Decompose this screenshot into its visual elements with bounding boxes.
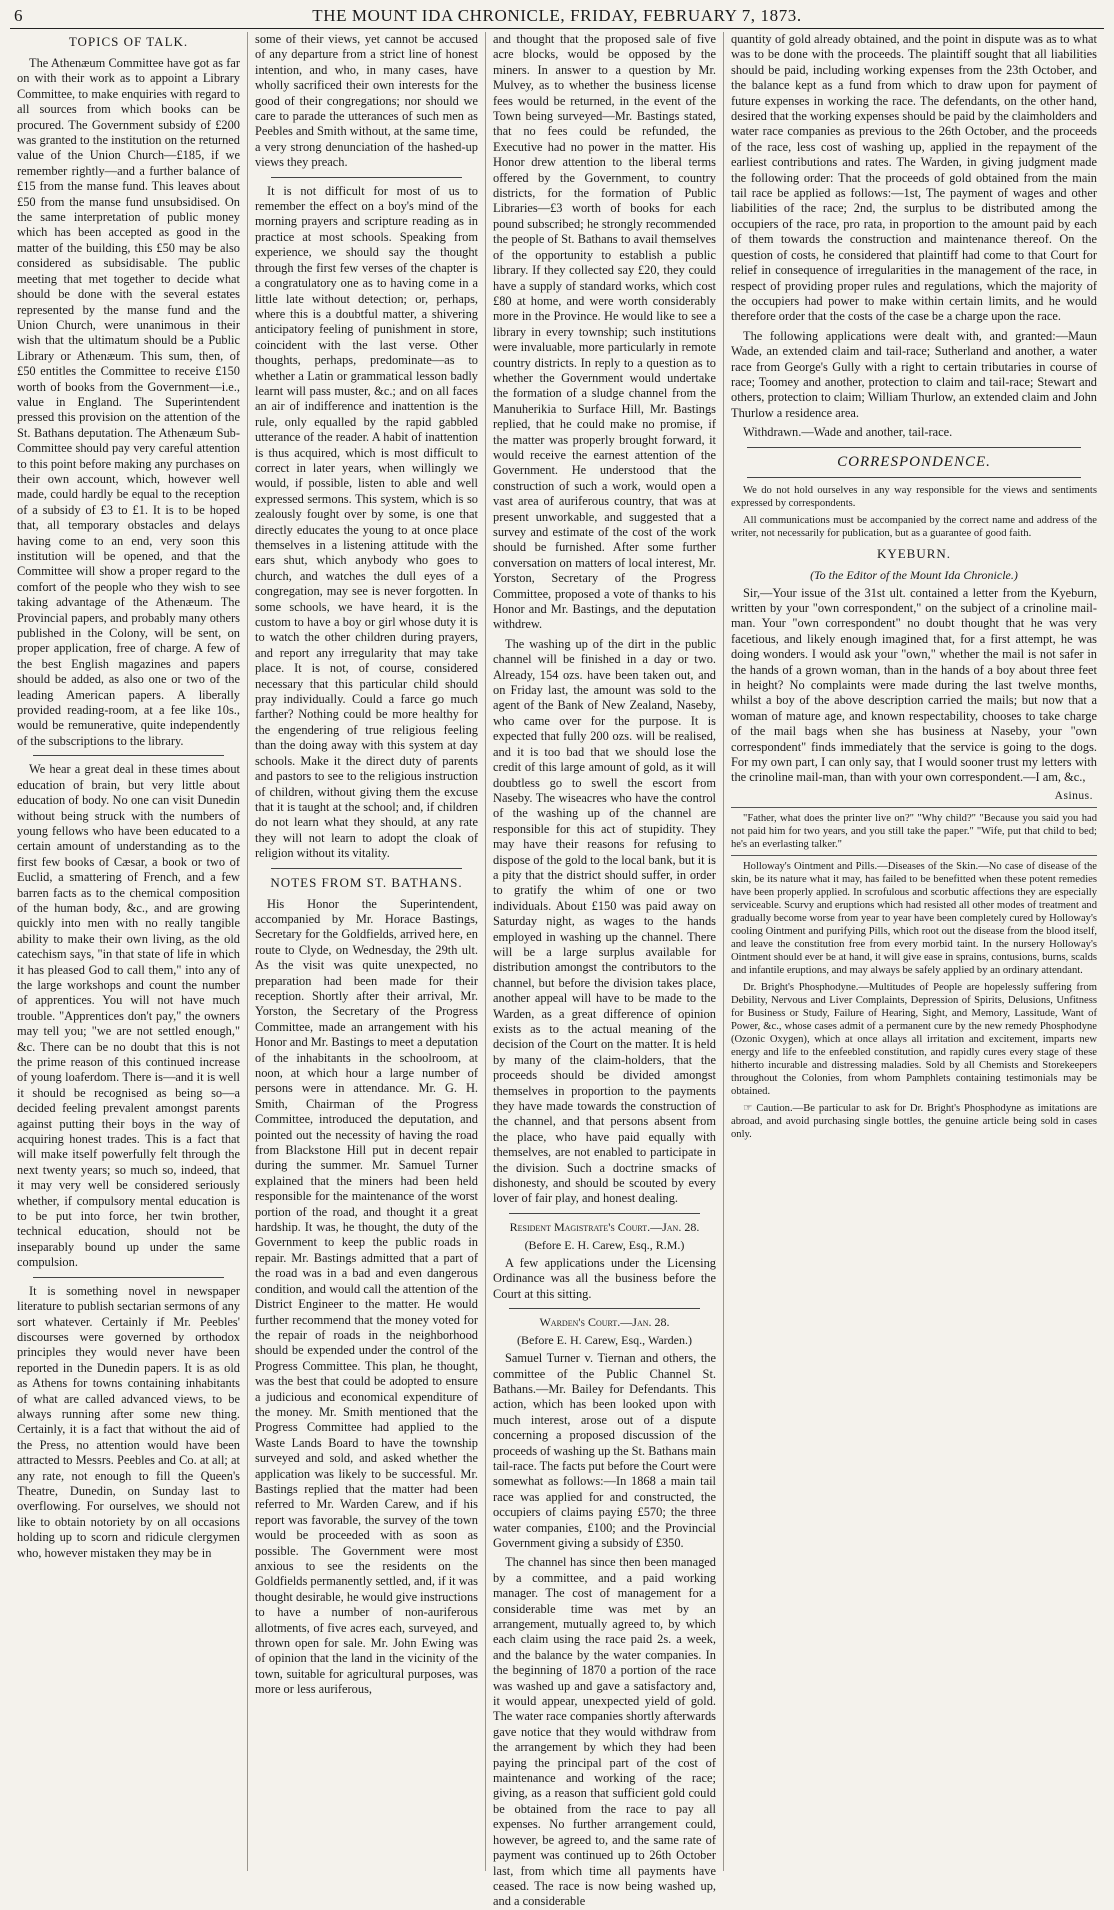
father-child-snippet: "Father, what does the printer live on?" "Why child?" "Because you said you had not paid him for two years, and you still take the paper." "Wife, put that child to bed; he's an everlasting talker." bbox=[731, 812, 1097, 850]
kyeburn-heading: KYEBURN. bbox=[876, 545, 952, 561]
column-1 bbox=[10, 32, 248, 1871]
page-number: 6 bbox=[14, 6, 23, 25]
warden-court-paragraph: quantity of gold already obtained, and the point in dispute was as to what was to be done with the proceeds. The plaintiff sought that all liabilities should be paid, including working expenses from the 23th October, and the balance kept as a fund from which to draw upon for payment of future expenses in working the race. The defendants, on the other hand, desired that the working expenses should be paid by the claimholders and water race companies as previous to the 26th October, and the proceeds of the race, less cost of washing up, applied in the repayment of the earliest contributions and rates. The Warden, in giving judgment made the following order: That the proceeds of gold obtained from the main tail race be applied as follows:—1st, The payment of wages and other liabilities of the race; 2nd, the surplus to be distributed among the occupiers of the race, pro rata, in proportion to the amount paid by each of them towards the construction and maintenance thereof. On the question of costs, he considered that plaintiff had come to that Court for relief in consequence of irregularities in the management of the race, in respect of providing proper rules and regulations, which the majority of the occupiers had power to make within certain limits, and he would therefore order that the costs of the case be a charge upon the race. bbox=[731, 32, 1097, 324]
separator bbox=[33, 755, 224, 756]
warden-court-paragraph: Samuel Turner v. Tiernan and others, the committee of the Public Channel St. Bathans.—Mr. Bailey for Defendants. This action, which has been looked upon with much interest, arose out of a dispute concerning a proposed discussion of the proceeds of washing up the St. Bathans main tail-race. The facts put before the Court were somewhat as follows:—In 1868 a main tail race was applied for and constructed, the occupiers of claims paying £570; the three water companies, £100; and the Provincial Government giving a subsidy of £350. bbox=[493, 1351, 716, 1550]
resident-court-paragraph: A few applications under the Licensing Ordinance was all the business before the Court at this sitting. bbox=[493, 1255, 716, 1301]
column-3 bbox=[486, 32, 724, 1909]
column-4 bbox=[724, 32, 1104, 1871]
advertisement-box bbox=[731, 855, 1097, 1141]
phosphodyne-advertisement: Dr. Bright's Phosphodyne.—Multitudes of People are hopelessly suffering from Debility, Nervous and Liver Complaints, Depression of Spirits, Delusions, Unfitness for Business or Study, Failure of Hearing, Sight, and Memory, Lassitude, Want of Power, &c., whose cases admit of a permanent cure by the new remedy Phosphodyne (Ozonic Oxygen), which at once allays all irritation and excitement, imparts new energy and life to the enfeebled constitution, and rapidly cures every stage of these hitherto incurable and distressing maladies. Sold by all Chemists and Storekeepers throughout the Colonies, from whom Pamphlets containing testimonials may be obtained. bbox=[731, 981, 1097, 1097]
notes-heading: NOTES FROM ST. BATHANS. bbox=[270, 874, 463, 890]
separator bbox=[271, 177, 462, 178]
topics-paragraph: It is not difficult for most of us to remember the effect on a boy's mind of the morning prayers and scripture reading as in practice at most schools. Speaking from experience, we should say the thought through the first few verses of the chapter is a congratulatory one as to having come in a little late without detection; or, perhaps, where this is a doubtful matter, a shivering anticipatory feeling of punishment in store, coincident with the last verse. Other thoughts, perhaps, predominate—as to whether a Latin or grammatical lesson badly learnt will pass muster, &c.; and on all faces an air of indifference and inattention is the rule, only equalled by the rapid gabbled utterance of the reader. A habit of inattention is thus acquired, which is most difficult to correct in later years, when willingly we would, if possible, listen to able and well expressed sermons. This system, which is so zealously fought over by some, is one that directly educates the young to at once place themselves in a listening attitude with the ears shut, which anybody who goes to church, and watches the dull eyes of a congregation, may see is never forgotten. In some schools, we have heard, it is the custom to have a boy or girl whose duty it is to watch the other children during prayers, and report any irregularity that may take place. It is not, of course, considered necessary that this particular child should pray individually. Could a farce go much farther? Nothing could be more healthy for the engendering of true religious feeling than the doing away with this system at day schools. Make it the direct duty of parents and pastors to see to the religious instruction of children, without giving them the excuse that it is taught at the school; and, if children do not learn what they should, at any rate they will not learn to adopt the cloak of religion without its vitality. bbox=[255, 183, 478, 861]
notes-paragraph: and thought that the proposed sale of five acre blocks, would be opposed by the miners. In answer to a question by Mr. Mulvey, as to whether the business license fees would be returned, in the event of the Town being surveyed—Mr. Bastings stated, that no fees could be refunded, the Executive had no power in the matter. His Honor drew attention to the liberal terms offered by the Government, to country districts, for the formation of Public Libraries—£3 worth of books for each pound subscribed; he strongly recommended the people of St. Bathans to avail themselves of the opportunity to establish a public library. If they collected say £20, they could have a supply of standard works, which cost £80 at home, and were worth considerably more in the Province. He would like to see a library in every township; such institutions were invaluable, more particularly in remote country districts. In reply to a question as to whether the Government would undertake the formation of a sludge channel from the Manuherikia to Surface Hill, Mr. Bastings replied, that he could make no promise, if the matter was properly brought forward, it would receive the earnest attention of the Government. He understood that the construction of such a work, would open a vast area of auriferous country, that was at present unworkable, and suggested that a survey and estimate of the cost of the work should be furnished. After some further conversation on matters of local interest, Mr. Yorston, Secretary of the Progress Committee, proposed a vote of thanks to his Honor and Mr. Bastings, and the deputation withdrew. bbox=[493, 32, 716, 632]
separator bbox=[509, 1213, 700, 1214]
warden-court-presiding: (Before E. H. Carew, Esq., Warden.) bbox=[517, 1333, 692, 1348]
resident-court-heading: Resident Magistrate's Court.—Jan. 28. bbox=[509, 1219, 700, 1234]
letter-signature: Asinus. bbox=[1054, 789, 1093, 802]
warden-court-paragraph: The following applications were dealt with, and granted:—Maun Wade, an extended claim and tail-race; Sutherland and another, a water race from George's Gully with a right to certain tributaries in course of race; Toomey and another, protection to claim and tail-race; Stewart and others, protection to claim; William Thurlow, an extended claim and John Thurlow a residence area. bbox=[731, 328, 1097, 420]
notes-paragraph: His Honor the Superintendent, accompanied by Mr. Horace Bastings, Secretary for the Goldfields, arrived here, en route to Clyde, on Wednesday, the 29th ult. As the visit was quite unexpected, no preparation had been made for their reception. Shortly after their arrival, Mr. Yorston, the Secretary of the Progress Committee, made an arrangement with his Honor and Mr. Bastings to meet a deputation of the inhabitants in the schoolroom, at noon, at which hour a large number of persons were in attendance. Mr. G. H. Smith, Chairman of the Progress Committee, introduced the deputation, and pointed out the necessity of having the road from Blackstone Hill put in decent repair during the summer. Mr. Samuel Turner explained that the miners had been held responsible for the maintenance of the worst portion of the road, and thought it a great hardship. It was, he thought, the duty of the Government to keep the public roads in repair. Mr. Bastings admitted that a part of the road was in a bad and even dangerous condition, and would call the attention of the District Engineer to the matter. He would further recommend that the money voted for the repair of roads in the neighborhood should be expended under the control of the Progress Committee. This plan, he thought, was the best that could be adopted to ensure a judicious and economical expenditure of the money. Mr. Smith mentioned that the Progress Committee had applied to the Waste Lands Board to have the township surveyed and sold, and asked whether the application was likely to be successful. Mr. Bastings replied that the matter had been referred to Mr. Warden Carew, and if his report was favorable, the survey of the town would be proceeded with as soon as possible. The Government were most anxious to see the residents on the Goldfields permanently settled, and, if it was thought desirable, he would give instructions to have a number of non-auriferous allotments, of five acres each, surveyed, and thrown open for sale. Mr. John Ewing was of opinion that the land in the vicinity of the town, suitable for agricultural purposes, was more or less auriferous, bbox=[255, 896, 478, 1697]
column-2 bbox=[248, 32, 486, 1871]
notes-paragraph: The washing up of the dirt in the public channel will be finished in a day or two. Already, 154 ozs. have been taken out, and on Friday last, the amount was sold to the agent of the Bank of New Zealand, Naseby, who came over for the purpose. It is expected that fully 200 ozs. will be realised, and it is too bad that we should lose the credit of this large amount of gold, as it will doubtless go to swell the escort from Naseby. The wiseacres who have the control of the washing up of the channel are responsible for this act of stupidity. They may have their reasons for refusing to dispose of the gold to the local bank, but it is a pity that the district should suffer, in order to gratify the whim of one or two individuals. About £150 was paid away on Saturday night, as wages to the hands employed in washing up the channel. There will be a large surplus available for distribution amongst the contributors to the channel, but before the division takes place, another appeal will have to be made to the Warden, as a great difference of opinion exists as to the actual meaning of the decision of the Court on the matter. It is held by many of the claim-holders, that the proceeds should be divided amongst themselves in proportion to the payments they have made towards the construction of the channel, and that persons absent from the place, who have paid equally with themselves, are not enabled to participate in the division. Such a doctrine smacks of dishonesty, and should be scouted by every lover of fair play, and honest dealing. bbox=[493, 636, 716, 1206]
separator bbox=[509, 1308, 700, 1309]
topics-paragraph: We hear a great deal in these times about education of brain, but very little about education of body. No one can visit Dunedin without being struck with the numbers of young fellows who have been educated to a certain amount of understanding as to the first few books of Cæsar, a book or two of Euclid, a smattering of French, and a few barren facts as to the chemical composition of the human body, &c., and are growing quickly into men with no really tangible ability to make their own living, as the old catechism says, "in that state of life in which it has pleased God to call them," into any of the large workshops and count the number of apprentices. You will not have much trouble. "Apprentices don't pay," the owners may tell you; "we are not settled enough," &c. There can be no doubt that this is not the prime reason of this continued increase of young loaferdom. There is—and it is well it should be recognised as being so—a decided feeling prevalent amongst parents against putting their boys in the way of acquiring honest trades. This is a fact that will make itself powerfully felt through the next twenty years; so much so, indeed, that it may very well be considered seriously whether, if compulsory mental education is to be put into force, her twin brother, technical education, should not be inseparably bound up under the same compulsion. bbox=[17, 762, 240, 1270]
separator bbox=[271, 868, 462, 869]
topics-heading: TOPICS OF TALK. bbox=[68, 34, 189, 49]
topics-paragraph: The Athenæum Committee have got as far on with their work as to appoint a Library Committee, to make enquiries with regard to all sources from which books can be procured. The Government subsidy of £200 was granted to the institution on the returned value of the Union Church—£185, if we remember rightly—and a further balance of £15 from the manse fund. This leaves about £50 from the manse fund unsubsidised. On the same interpretation of public money which has been accepted as good in the matter of the building, this £50 may be also considered as subsidisable. The public meeting that met together to decide what should be done with the several estates represented by the manse fund and the Union Church, were unanimous in their wish that the ultimatum should be a Public Library or Athenæum. This sum, then, of £50 entitles the Committee to receive £150 worth of books from the Government—i.e., value in England. The Superintendent pressed this provision on the attention of the St. Bathans deputation. The Athenæum Sub-Committee should pay very careful attention to this point before making any purchases on their own account, which, however well made, could hardly be equal to the reception of a subsidy of £3 to £1. It is to be hoped that, all temporary obstacles and delays having come to an end, very soon this institution will be opened, and that the Committee will show a proper regard to the comfort of the people who they wish to see taking advantage of the Athenæum. The Provincial papers, and probably many others published in the Colony, will be sent, on proper application, free of charge. A few of the best English magazines and papers should be added, as also one or two of the leading American papers. A liberally provided reading-room, at a fee like 10s., would be remunerative, quite independently of the subscriptions to the library. bbox=[17, 56, 240, 748]
correspondence-heading: CORRESPONDENCE. bbox=[837, 453, 991, 470]
warden-court-paragraph: Withdrawn.—Wade and another, tail-race. bbox=[743, 425, 953, 440]
phosphodyne-caution: ☞ Caution.—Be particular to ask for Dr. Bright's Phosphodyne as imitations are abroad, and avoid purchasing single bottles, the genuine article being sold in cases only. bbox=[731, 1102, 1097, 1140]
correspondence-disclaimer: We do not hold ourselves in any way responsible for the views and sentiments expressed by correspondents. bbox=[731, 484, 1097, 509]
separator bbox=[747, 477, 1081, 478]
warden-court-paragraph: The channel has since then been managed by a committee, and a paid working manager. The cost of management for a considerable time was met by an arrangement, mutually agreed to, by which each claim using the race paid 2s. a week, and the balance by the water companies. In the beginning of 1870 a portion of the race was washed up and gave a satisfactory and, it would appear, unexpected yield of gold. The water race companies shortly afterwards gave notice that they would withdraw from the arrangement by which they had been paying the principal part of the cost of maintenance and working of the race; giving, as a reason that sufficient gold could be obtained from the race to pay all expenses. No further arrangement could, however, be agreed to, and the same rate of payment was continued up to 26th October last, from which time all payments have ceased. The race is now being washed up, and a considerable bbox=[493, 1555, 716, 1909]
columns bbox=[10, 32, 1104, 1909]
warden-court-heading: Warden's Court.—Jan. 28. bbox=[539, 1315, 670, 1330]
topics-paragraph: some of their views, yet cannot be accused of any departure from a strict line of honest intention, and who, in many cases, have wholly sacrificed their own interests for the good of their congregations; nor should we care to parade the utterances of such men as Peebles and Smith without, at the same time, a very strong denunciation of the hashed-up views they preach. bbox=[255, 32, 478, 170]
to-editor-line: (To the Editor of the Mount Ida Chronicle.) bbox=[810, 567, 1018, 582]
holloway-advertisement: Holloway's Ointment and Pills.—Diseases of the Skin.—No case of disease of the skin, be its nature what it may, has failed to be benefitted when these potent remedies have been properly applied. In scrofulous and scorbutic affections they are especially serviceable. Scurvy and eruptions which had resisted all other modes of treatment and gradually become worse from year to year have been completely cured by Holloway's cooling Ointment and purifying Pills, which root out the disease from the blood itself, and leave the constitution free from every morbid taint. In the nursery Holloway's Ointment should ever be at hand, it will give ease in sprains, contusions, burns, scalds and infantile eruptions, and may always be safely applied by an ordinary attendant. bbox=[731, 860, 1097, 976]
topics-paragraph: It is something novel in newspaper literature to publish sectarian sermons of any sort whatever. Certainly if Mr. Peebles' discourses were governed by orthodox principles they would never have been reported in the Dunedin papers. It is as old as Athens for towns containing inhabitants of what are called advanced views, to be always running after some new thing. Certainly, it is a fact that without the aid of the Press, no attention would have been attracted to Messrs. Peebles and Co. at all; at any rate, not enough to fill the Queen's Theatre, Dunedin, on Sunday last to overflowing. For ourselves, we should not like to obtain notoriety by on all occasions holding up to scorn and ridicule clergymen who, however mistaken they may be in bbox=[17, 1283, 240, 1560]
masthead bbox=[10, 6, 1104, 29]
correspondence-disclaimer: All communications must be accompanied by the correct name and address of the writer, not necessarily for publication, but as a guarantee of good faith. bbox=[731, 514, 1097, 539]
separator bbox=[747, 447, 1081, 448]
snippet-box bbox=[731, 807, 1097, 851]
separator bbox=[33, 1277, 224, 1278]
kyeburn-letter: Sir,—Your issue of the 31st ult. contained a letter from the Kyeburn, written by your "own correspondent," on the subject of a crinoline mail-man. Your "own correspondent" no doubt thought that he was very facetious, and likely enough imagined that, for a first attempt, he was doing wonders. I would ask your "own," whether the mail is not safer in the hands of a grown woman, than in the hands of a boy about three feet in height? No complaints were made during the last twelve months, whilst a boy of the above description carried the mails; but now that a woman of mature age, and known respectability, chooses to take charge of the mail bags when she has business at Naseby, your "own correspondent" finds immediately that the service is going to the dogs. For my own part, I can only say, that I would sooner trust my letters with the crinoline mail-man, than with your own correspondent.—I am, &c., bbox=[731, 585, 1097, 785]
resident-court-presiding: (Before E. H. Carew, Esq., R.M.) bbox=[524, 1237, 685, 1252]
newspaper-title: THE MOUNT IDA CHRONICLE, FRIDAY, FEBRUARY 7, 1873. bbox=[312, 6, 802, 25]
